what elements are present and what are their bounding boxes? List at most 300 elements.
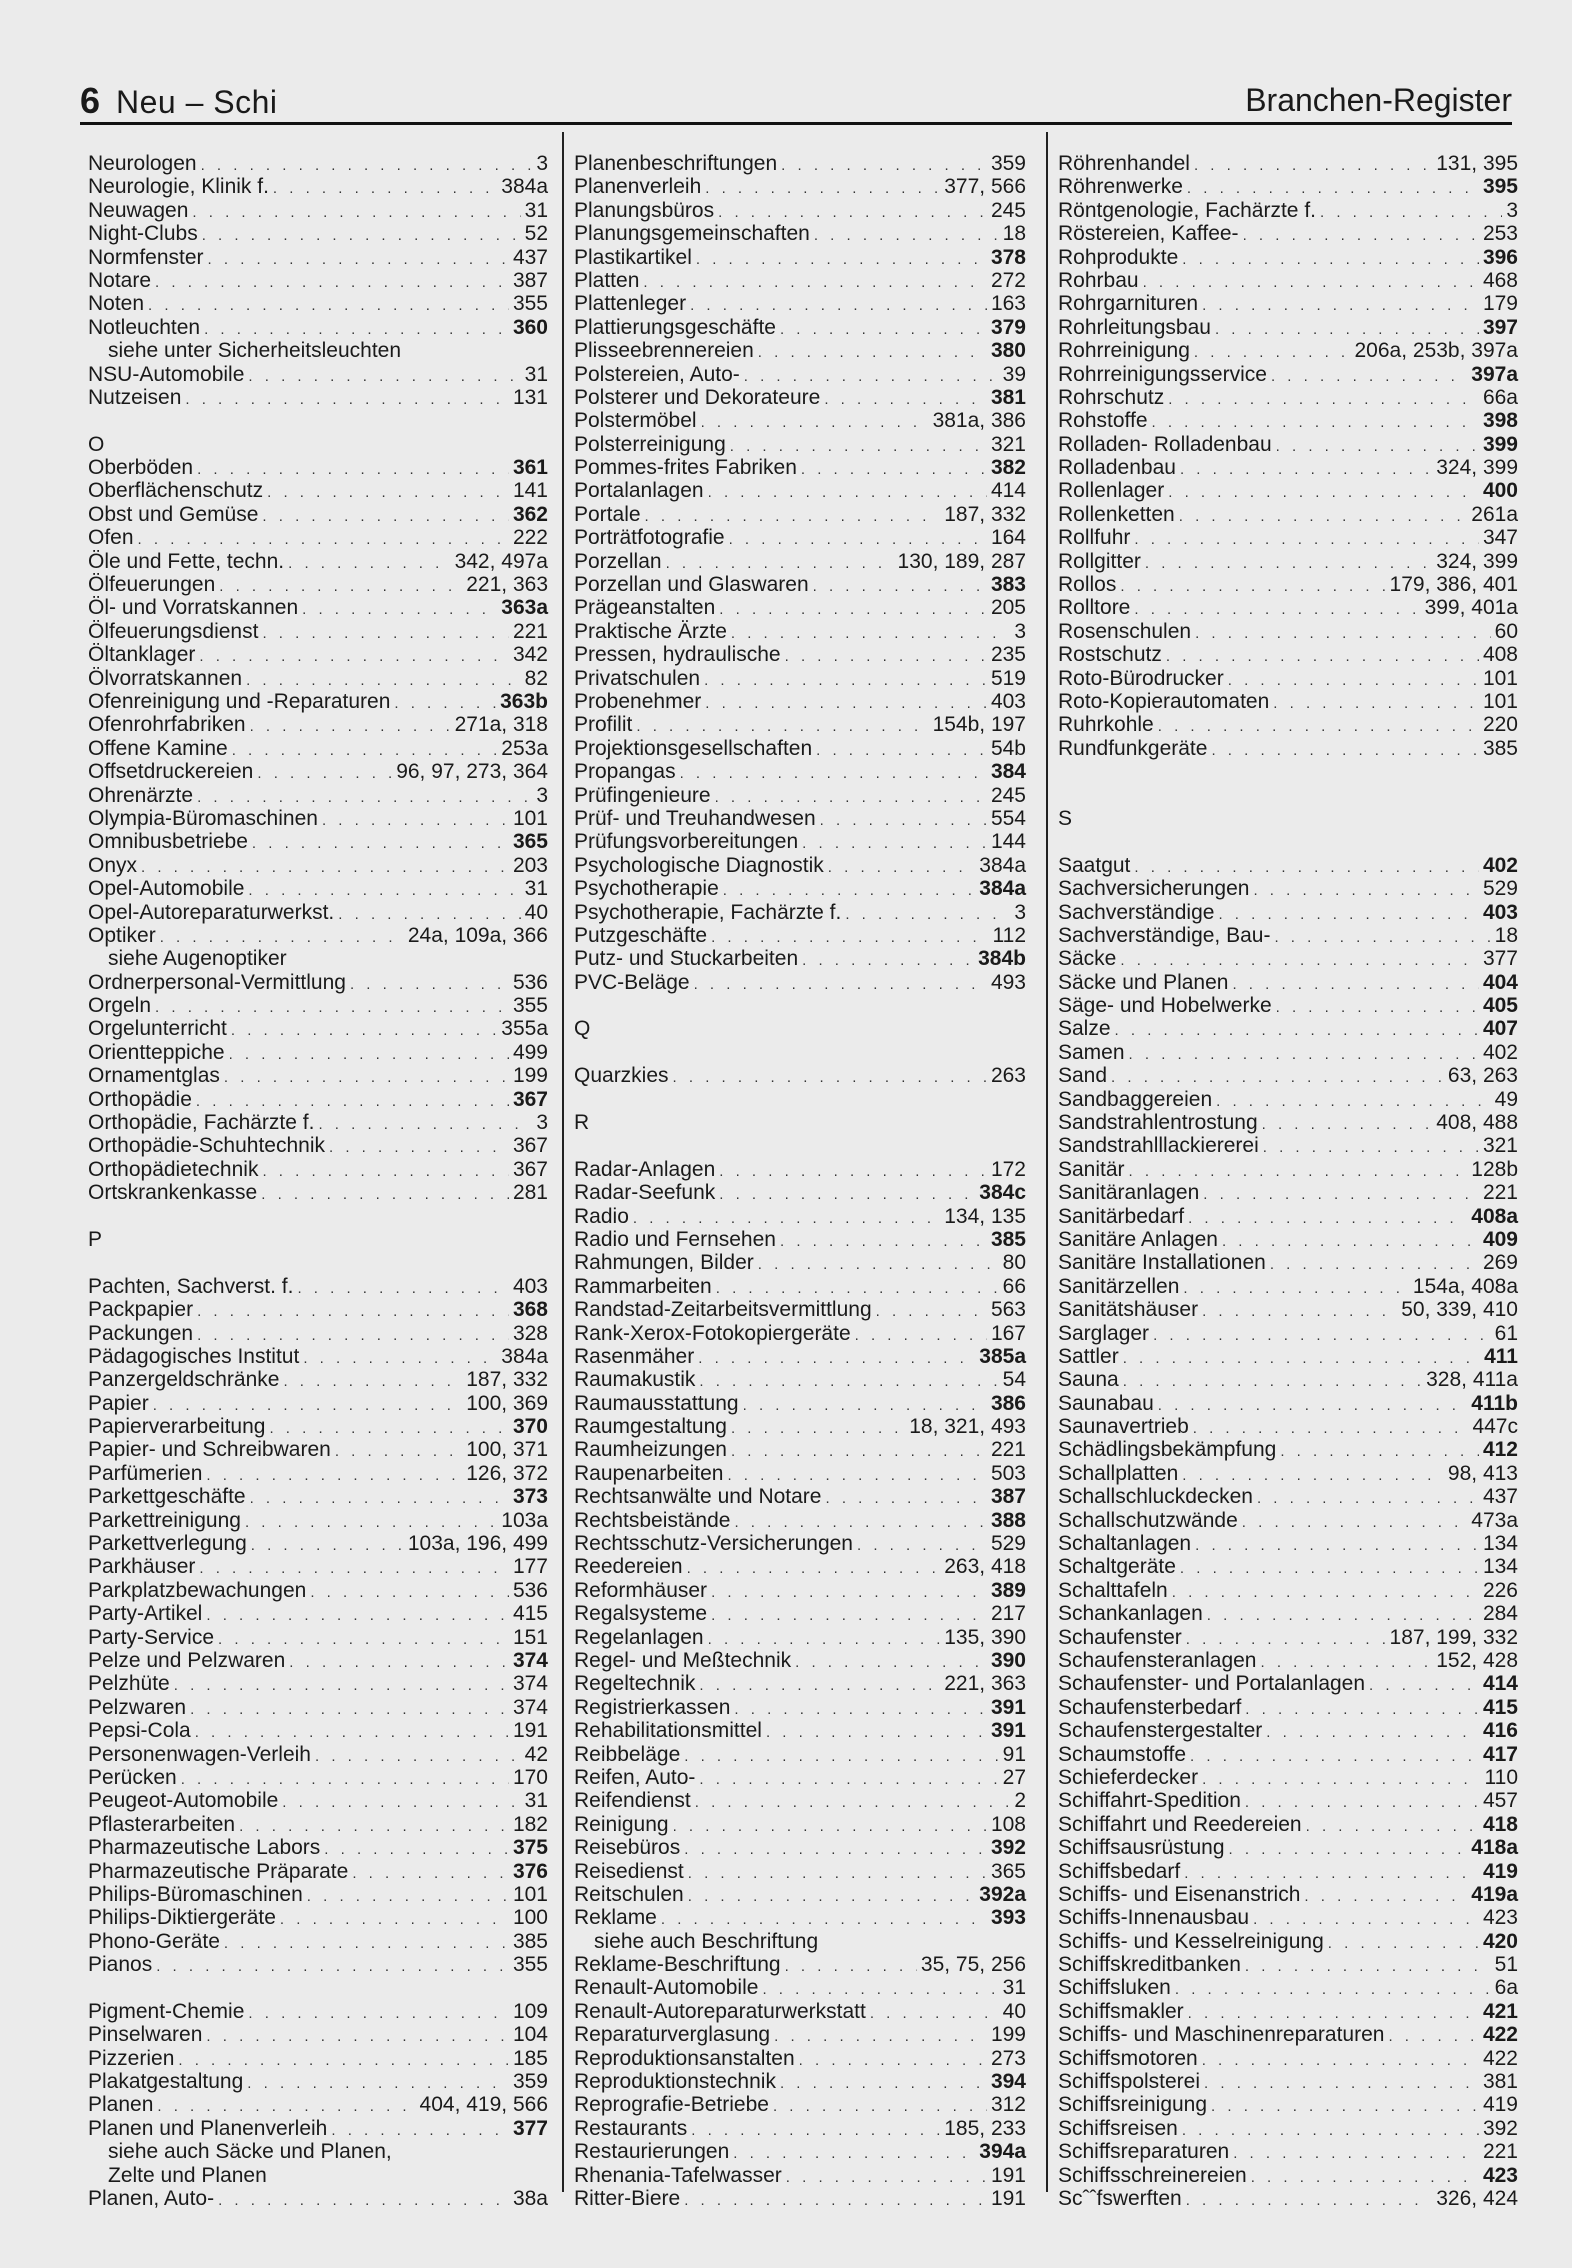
entry-term: Portale — [574, 502, 641, 526]
entry-pages: 103a — [501, 1508, 548, 1532]
index-entry — [88, 152, 548, 175]
entry-term: Reparaturverglasung — [574, 2023, 771, 2047]
entry-pages: 131 — [512, 385, 548, 409]
index-entry — [1058, 433, 1518, 456]
index-entry — [1058, 2187, 1518, 2210]
index-entry — [1058, 1532, 1518, 1555]
leader-dots — [673, 1066, 987, 1089]
cross-reference: Zelte und Planen — [108, 2163, 267, 2187]
entry-term: Notleuchten — [88, 315, 201, 339]
entry-term: Rohrreinigungsservice — [1058, 362, 1267, 386]
entry-term: Schaltanlagen — [1058, 1532, 1192, 1556]
leader-dots — [232, 739, 498, 762]
index-entry — [1058, 1555, 1518, 1578]
index-entry — [574, 269, 1026, 292]
leader-dots — [694, 973, 987, 996]
entry-term: Polstereien, Auto- — [574, 362, 740, 386]
entry-term: Parfümerien — [88, 1461, 203, 1485]
entry-term: Rohrbau — [1058, 268, 1139, 292]
index-entry — [88, 1485, 548, 1508]
entry-pages: 154a, 408a — [1412, 1274, 1518, 1298]
index-entry — [88, 1836, 548, 1859]
index-entry — [88, 1064, 548, 1087]
entry-term: Radar-Anlagen — [574, 1157, 716, 1181]
index-entry — [88, 620, 548, 643]
entry-term: Reklame-Beschriftung — [574, 1953, 781, 1977]
leader-dots — [801, 458, 987, 481]
entry-pages: 100, 369 — [466, 1391, 548, 1415]
index-entry — [574, 1789, 1026, 1812]
entry-term: Personenwagen-Verleih — [88, 1742, 311, 1766]
index-entry — [1058, 1649, 1518, 1672]
index-entry — [1058, 1251, 1518, 1274]
index-entry — [574, 1953, 1026, 1976]
entry-pages: 396 — [1482, 245, 1518, 269]
index-entry — [1058, 1485, 1518, 1508]
leader-dots — [795, 1651, 987, 1674]
index-entry — [574, 433, 1026, 456]
entry-pages: 3 — [1506, 198, 1518, 222]
entry-pages: 384 — [990, 760, 1026, 784]
leader-dots — [229, 1043, 509, 1066]
entry-term: Propangas — [574, 760, 676, 784]
leader-dots — [1228, 669, 1479, 692]
page-header — [80, 76, 1512, 125]
index-entry — [1058, 877, 1518, 900]
entry-term: Öle und Fette, techn. — [88, 549, 285, 573]
entry-pages: 31 — [524, 198, 548, 222]
entry-pages: 170 — [512, 1765, 548, 1789]
entry-pages: 457 — [1482, 1789, 1518, 1813]
entry-term: Reifen, Auto- — [574, 1765, 696, 1789]
leader-dots — [1186, 2189, 1433, 2212]
entry-pages: 31 — [524, 1789, 548, 1813]
index-entry — [1058, 1743, 1518, 1766]
index-entry — [574, 2023, 1026, 2046]
entry-pages: 374 — [512, 1649, 548, 1672]
leader-dots — [1202, 294, 1479, 317]
index-entry — [574, 620, 1026, 643]
entry-pages: 60 — [1494, 619, 1518, 643]
index-entry — [574, 409, 1026, 432]
entry-pages: 191 — [990, 2186, 1026, 2210]
leader-dots — [1184, 1862, 1479, 1885]
entry-pages: 385 — [990, 1227, 1026, 1251]
index-entry — [574, 1181, 1026, 1204]
index-entry — [1058, 1275, 1518, 1298]
leader-dots — [828, 856, 975, 879]
leader-dots — [696, 248, 987, 271]
index-entry — [88, 1930, 548, 1953]
leader-dots — [206, 1464, 462, 1487]
index-entry — [88, 526, 548, 549]
entry-pages: 271a, 318 — [454, 713, 548, 737]
entry-term: NSU-Automobile — [88, 362, 245, 386]
entry-term: Perücken — [88, 1765, 177, 1789]
entry-pages: 179 — [1482, 292, 1518, 316]
leader-dots — [774, 2025, 987, 2048]
index-entry — [88, 1766, 548, 1789]
leader-dots — [785, 1955, 917, 1978]
entry-pages: 18 — [1002, 222, 1026, 246]
entry-pages: 31 — [524, 877, 548, 901]
index-entry — [88, 1368, 548, 1391]
leader-dots — [708, 1628, 941, 1651]
entry-term: Schädlingsbekämpfung — [1058, 1438, 1277, 1462]
leader-dots — [820, 809, 987, 832]
entry-term: Sanitärzellen — [1058, 1274, 1180, 1298]
index-entry — [88, 1158, 548, 1181]
entry-term: Prüfingenieure — [574, 783, 711, 807]
index-entry — [1058, 924, 1518, 947]
entry-pages: 361 — [512, 456, 548, 480]
index-entry — [88, 1462, 548, 1485]
index-entry — [1058, 1813, 1518, 1836]
entry-pages: 419 — [1482, 1859, 1518, 1883]
index-entry — [574, 1438, 1026, 1461]
entry-term: Schiffsmotoren — [1058, 2046, 1198, 2070]
entry-term: Offene Kamine — [88, 736, 228, 760]
entry-term: Olympia-Büromaschinen — [88, 806, 318, 830]
leader-dots — [813, 575, 987, 598]
index-entry — [88, 1322, 548, 1345]
index-entry — [1058, 1509, 1518, 1532]
entry-pages: 263 — [990, 1064, 1026, 1088]
leader-dots — [248, 365, 520, 388]
index-entry — [88, 292, 548, 315]
index-entry — [574, 854, 1026, 877]
entry-term: Plastikartikel — [574, 245, 692, 269]
leader-dots — [257, 762, 392, 785]
entry-term: Pizzerien — [88, 2046, 175, 2070]
index-entry — [574, 1626, 1026, 1649]
index-entry — [574, 526, 1026, 549]
leader-dots — [636, 715, 928, 738]
index-entry — [1058, 1345, 1518, 1368]
index-entry — [88, 854, 548, 877]
leader-dots — [762, 1978, 998, 2001]
leader-dots — [701, 411, 929, 434]
entry-term: Reifendienst — [574, 1789, 691, 1813]
index-entry — [1058, 713, 1518, 736]
leader-dots — [206, 1604, 509, 1627]
leader-dots — [1168, 388, 1479, 411]
entry-term: Papier- und Schreibwaren — [88, 1438, 331, 1462]
leader-dots — [1245, 1698, 1479, 1721]
entry-term: Renault-Autoreparaturwerkstatt — [574, 1999, 866, 2023]
leader-dots — [1134, 598, 1420, 621]
leader-dots — [870, 2002, 999, 2025]
index-entry — [1058, 1626, 1518, 1649]
leader-dots — [247, 2072, 509, 2095]
index-entry — [88, 1719, 548, 1742]
entry-pages: 394a — [979, 2140, 1026, 2164]
leader-dots — [781, 154, 987, 177]
leader-dots — [719, 1183, 975, 1206]
entry-term: Ofenrohrfabriken — [88, 713, 246, 737]
entry-term: Ornamentglas — [88, 1064, 220, 1088]
cross-reference: siehe auch Säcke und Planen, — [108, 2140, 392, 2164]
index-entry — [574, 573, 1026, 596]
entry-term: Schiffsluken — [1058, 1976, 1171, 2000]
index-entry — [574, 503, 1026, 526]
leader-dots — [1172, 1581, 1479, 1604]
entry-term: Parkhäuser — [88, 1555, 196, 1579]
leader-dots — [758, 341, 987, 364]
entry-pages: 405 — [1482, 994, 1518, 1018]
entry-term: Sanitäranlagen — [1058, 1181, 1200, 1205]
entry-term: Sarglager — [1058, 1321, 1150, 1345]
index-entry — [574, 199, 1026, 222]
entry-pages: 52 — [524, 222, 548, 246]
entry-term: Oberböden — [88, 456, 194, 480]
entry-pages: 392a — [979, 1882, 1026, 1906]
entry-pages: 203 — [512, 853, 548, 877]
entry-term: Saunavertrieb — [1058, 1415, 1189, 1439]
leader-dots — [269, 1417, 509, 1440]
leader-dots — [723, 879, 976, 902]
entry-pages: 377, 566 — [944, 175, 1026, 199]
leader-dots — [219, 575, 462, 598]
leader-dots — [1152, 411, 1479, 434]
leader-dots — [684, 1745, 998, 1768]
entry-pages: 220 — [1482, 713, 1518, 737]
leader-dots — [802, 949, 974, 972]
leader-dots — [734, 1698, 987, 1721]
index-entry — [574, 971, 1026, 994]
leader-dots — [802, 832, 987, 855]
entry-term: Schiffsausrüstung — [1058, 1836, 1225, 1860]
leader-dots — [1304, 1885, 1467, 1908]
entry-term: Ortskrankenkasse — [88, 1181, 258, 1205]
entry-pages: 355a — [501, 1017, 548, 1041]
index-entry — [574, 643, 1026, 666]
entry-pages: 272 — [990, 268, 1026, 292]
index-entry — [1058, 1462, 1518, 1485]
entry-term: Sachverständige — [1058, 900, 1215, 924]
index-entry — [1058, 339, 1518, 362]
entry-pages: 381a, 386 — [932, 409, 1026, 433]
entry-pages: 359 — [512, 2070, 548, 2094]
leader-dots — [1202, 1768, 1480, 1791]
leader-dots — [155, 996, 509, 1019]
leader-dots — [262, 1160, 509, 1183]
index-entry — [88, 901, 548, 924]
index-entry — [574, 222, 1026, 245]
leader-dots — [684, 2189, 987, 2212]
leader-dots — [1388, 2025, 1478, 2048]
entry-pages: 390 — [990, 1649, 1026, 1672]
leader-dots — [687, 1557, 941, 1580]
index-entry — [574, 1462, 1026, 1485]
leader-dots — [206, 2025, 509, 2048]
entry-pages: 130, 189, 287 — [897, 549, 1026, 573]
leader-dots — [1207, 1604, 1479, 1627]
index-entry — [574, 1696, 1026, 1719]
spacer — [574, 994, 1026, 1017]
leader-dots — [248, 879, 520, 902]
entry-pages: 384a — [979, 853, 1026, 877]
index-entry — [88, 1345, 548, 1368]
entry-term: Papier — [88, 1391, 149, 1415]
entry-term: Sanitäre Anlagen — [1058, 1227, 1218, 1251]
entry-pages: 347 — [1482, 526, 1518, 550]
entry-term: Schieferdecker — [1058, 1765, 1199, 1789]
index-entry — [88, 830, 548, 853]
index-entry — [1058, 1322, 1518, 1345]
entry-pages: 385a — [979, 1344, 1026, 1368]
entry-pages: 263, 418 — [944, 1555, 1026, 1579]
entry-pages: 31 — [1002, 1976, 1026, 2000]
section-letter: S — [1058, 806, 1073, 830]
entry-pages: 355 — [512, 292, 548, 316]
column-rule — [1046, 132, 1048, 2192]
entry-pages: 355 — [512, 1953, 548, 1977]
entry-term: Planen — [88, 2093, 154, 2117]
leader-dots — [744, 365, 999, 388]
entry-pages: 104 — [512, 2023, 548, 2047]
index-entry — [574, 1392, 1026, 1415]
entry-term: Schankanlagen — [1058, 1602, 1203, 1626]
entry-term: Schaufensterbedarf — [1058, 1695, 1242, 1719]
leader-dots — [780, 2072, 987, 2095]
leader-dots — [1115, 1019, 1479, 1042]
index-entry — [88, 1415, 548, 1438]
entry-pages: 66a — [1482, 385, 1518, 409]
entry-term: Prüf- und Treuhandwesen — [574, 806, 816, 830]
entry-pages: 179, 386, 401 — [1389, 573, 1518, 597]
entry-pages: 27 — [1002, 1765, 1026, 1789]
entry-term: Planenbeschriftungen — [574, 152, 778, 175]
entry-pages: 415 — [1482, 1695, 1518, 1719]
entry-pages: 134, 135 — [944, 1204, 1026, 1228]
entry-term: Papierverarbeitung — [88, 1415, 266, 1439]
entry-term: Sachverständige, Bau- — [1058, 923, 1271, 947]
entry-pages: 374 — [512, 1695, 548, 1719]
leader-dots — [190, 1698, 509, 1721]
index-entry — [1058, 1836, 1518, 1859]
entry-term: Porzellan — [574, 549, 662, 573]
entry-term: Sandstrahlllackiererei — [1058, 1134, 1259, 1158]
entry-pages: 387 — [990, 1485, 1026, 1509]
index-entry — [574, 550, 1026, 573]
entry-term: Sauna — [1058, 1368, 1119, 1392]
entry-term: Roto-Bürodrucker — [1058, 666, 1224, 690]
entry-term: Putz- und Stuckarbeiten — [574, 947, 799, 971]
index-entry — [574, 363, 1026, 386]
entry-pages: 422 — [1482, 2046, 1518, 2070]
index-entry — [88, 760, 548, 783]
entry-term: Plattenleger — [574, 292, 687, 316]
entry-pages: 403 — [990, 689, 1026, 713]
entry-term: Rosenschulen — [1058, 619, 1192, 643]
leader-dots — [1111, 1066, 1444, 1089]
leader-dots — [695, 1791, 1011, 1814]
entry-term: Schiffs- und Maschinenreparaturen — [1058, 2023, 1385, 2047]
leader-dots — [727, 1464, 987, 1487]
index-entry — [88, 807, 548, 830]
entry-term: Pepsi-Cola — [88, 1719, 191, 1743]
index-entry — [574, 877, 1026, 900]
index-entry — [574, 339, 1026, 362]
leader-dots — [197, 1300, 509, 1323]
index-entry — [574, 1275, 1026, 1298]
entry-term: Pinselwaren — [88, 2023, 203, 2047]
entry-term: Reisedienst — [574, 1859, 684, 1883]
leader-dots — [178, 2049, 509, 2072]
index-entry — [1058, 409, 1518, 432]
leader-dots — [1120, 575, 1385, 598]
entry-pages: 399, 401a — [1424, 596, 1518, 620]
index-entry — [574, 1158, 1026, 1181]
entry-term: Schiffspolsterei — [1058, 2070, 1201, 2094]
leader-dots — [730, 435, 987, 458]
leader-dots — [1245, 1791, 1479, 1814]
entry-pages: 381 — [990, 385, 1026, 409]
index-entry — [574, 1602, 1026, 1625]
entry-pages: 31 — [524, 362, 548, 386]
entry-term: Rechtsschutz-Versicherungen — [574, 1532, 853, 1556]
entry-pages: 221, 363 — [944, 1672, 1026, 1696]
index-entry — [88, 1813, 548, 1836]
entry-pages: 403 — [1482, 900, 1518, 924]
entry-pages: 131, 395 — [1436, 152, 1518, 175]
entry-pages: 393 — [990, 1906, 1026, 1930]
leader-dots — [1216, 1090, 1491, 1113]
entry-term: Raumausstattung — [574, 1391, 739, 1415]
entry-term: Restaurants — [574, 2116, 688, 2140]
column-rule — [562, 132, 564, 2192]
leader-dots — [394, 692, 496, 715]
entry-pages: 362 — [512, 502, 548, 526]
leader-dots — [1215, 318, 1479, 341]
leader-dots — [633, 1207, 940, 1230]
entry-pages: 187, 332 — [944, 502, 1026, 526]
entry-pages: 368 — [512, 1298, 548, 1322]
entry-pages: 217 — [990, 1602, 1026, 1626]
entry-pages: 386 — [990, 1391, 1026, 1415]
entry-term: Schiffahrt und Reedereien — [1058, 1812, 1302, 1836]
index-entry — [88, 2117, 548, 2140]
entry-term: Öltanklager — [88, 643, 196, 667]
entry-pages: 375 — [512, 1836, 548, 1860]
entry-pages: 398 — [1482, 409, 1518, 433]
index-entry — [1058, 199, 1518, 222]
entry-pages: 164 — [990, 526, 1026, 550]
index-column-2 — [574, 152, 1026, 2210]
leader-dots — [239, 1815, 509, 1838]
leader-dots — [157, 2095, 415, 2118]
index-entry — [1058, 2000, 1518, 2023]
entry-pages: 221 — [990, 1438, 1026, 1462]
entry-pages: 49 — [1494, 1087, 1518, 1111]
index-entry — [88, 1438, 548, 1461]
entry-term: Rechtsanwälte und Notare — [574, 1485, 822, 1509]
leader-dots — [1270, 1253, 1479, 1276]
entry-pages: 101 — [512, 806, 548, 830]
section-letter: P — [88, 1227, 103, 1251]
entry-pages: 473a — [1471, 1508, 1518, 1532]
leader-dots — [1369, 1674, 1479, 1697]
entry-term: Night-Clubs — [88, 222, 198, 246]
leader-dots — [1242, 1511, 1468, 1534]
index-entry — [88, 246, 548, 269]
leader-dots — [283, 1370, 462, 1393]
index-column-3 — [1058, 152, 1518, 2210]
index-entry — [574, 152, 1026, 175]
entry-pages: 54b — [990, 736, 1026, 760]
entry-pages: 167 — [990, 1321, 1026, 1345]
